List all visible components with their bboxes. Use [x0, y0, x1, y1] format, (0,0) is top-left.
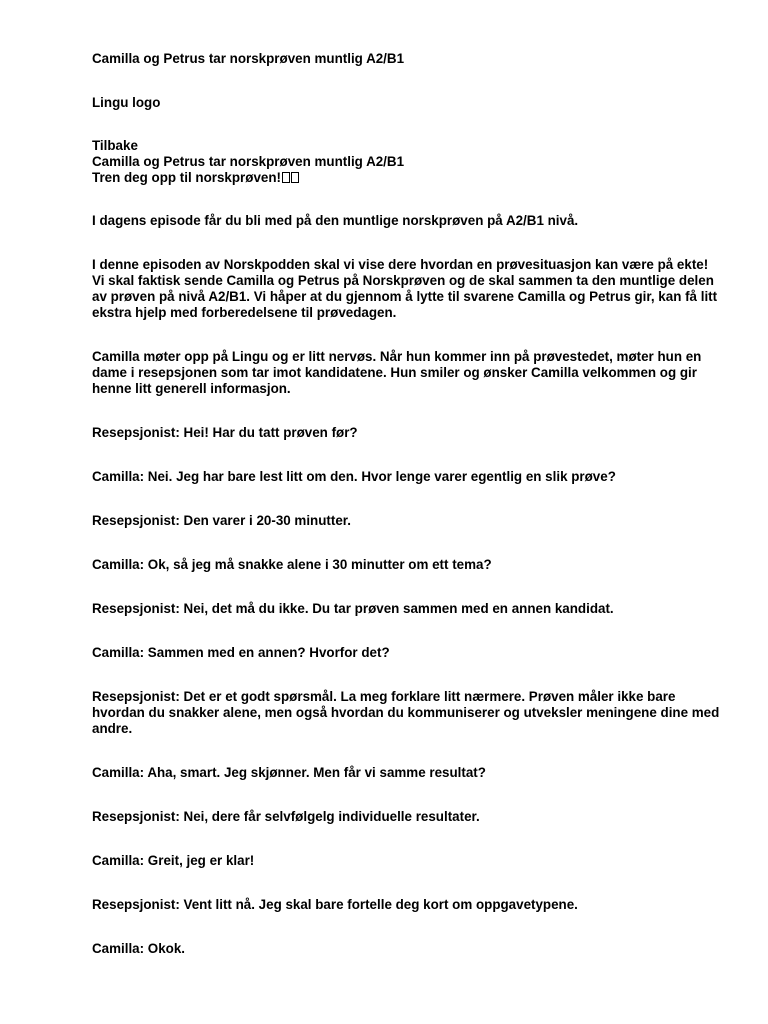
document-page — [92, 51, 722, 957]
back-link[interactable]: Tilbake — [92, 138, 138, 153]
tagline-text: Tren deg opp til norskprøven! — [92, 170, 281, 185]
dialogue-line: Camilla: Nei. Jeg har bare lest litt om den. Hvor lenge varer egentlig en slik prøve? — [92, 469, 616, 484]
intro-paragraph: I dagens episode får du bli med på den muntlige norskprøven på A2/B1 nivå. — [92, 213, 579, 228]
emoji-placeholder-icon — [282, 172, 290, 183]
logo[interactable]: Lingu logo — [92, 95, 161, 110]
dialogue-line: Resepsjonist: Vent litt nå. Jeg skal bare fortelle deg kort om oppgavetypene. — [92, 897, 578, 912]
dialogue-line: Resepsjonist: Det er et godt spørsmål. La meg forklare litt nærmere. Prøven måler ikke bare hvordan du snakker alene, men også hvordan du kommuniserer og utveksler meningene dine med andre. — [92, 689, 720, 736]
page-title: Camilla og Petrus tar norskprøven muntlig A2/B1 — [92, 51, 405, 66]
body-paragraph: I denne episoden av Norskpodden skal vi vise dere hvordan en prøvesituasjon kan være på ekte! Vi skal faktisk sende Camilla og Petrus på Norskprøven og de skal sammen ta den muntlige delen av prøven på nivå A2/B1. Vi håper at du gjennom å lytte til svarene Camilla og Petrus gir, kan få litt ekstra hjelp med forberedelsene til prøvedagen. — [92, 257, 718, 320]
dialogue-line: Camilla: Greit, jeg er klar! — [92, 853, 255, 868]
dialogue-line: Resepsjonist: Hei! Har du tatt prøven før? — [92, 425, 358, 440]
dialogue-line: Resepsjonist: Den varer i 20-30 minutter. — [92, 513, 351, 528]
dialogue-line: Camilla: Sammen med en annen? Hvorfor det? — [92, 645, 390, 660]
dialogue-line: Resepsjonist: Nei, dere får selvfølgelg individuelle resultater. — [92, 809, 480, 824]
dialogue-line: Camilla: Ok, så jeg må snakke alene i 30 minutter om ett tema? — [92, 557, 492, 572]
episode-tagline — [92, 170, 722, 186]
body-paragraph: Camilla møter opp på Lingu og er litt nervøs. Når hun kommer inn på prøvestedet, møter hun en dame i resepsjonen som tar imot kandidatene. Hun smiler og ønsker Camilla velkommen og gir henne litt generell informasjon. — [92, 349, 702, 396]
dialogue-line: Camilla: Okok. — [92, 941, 186, 956]
emoji-placeholder-icon — [291, 172, 299, 183]
episode-title: Camilla og Petrus tar norskprøven muntlig A2/B1 — [92, 154, 405, 169]
dialogue-line: Camilla: Aha, smart. Jeg skjønner. Men får vi samme resultat? — [92, 765, 486, 780]
dialogue-line: Resepsjonist: Nei, det må du ikke. Du tar prøven sammen med en annen kandidat. — [92, 601, 614, 616]
